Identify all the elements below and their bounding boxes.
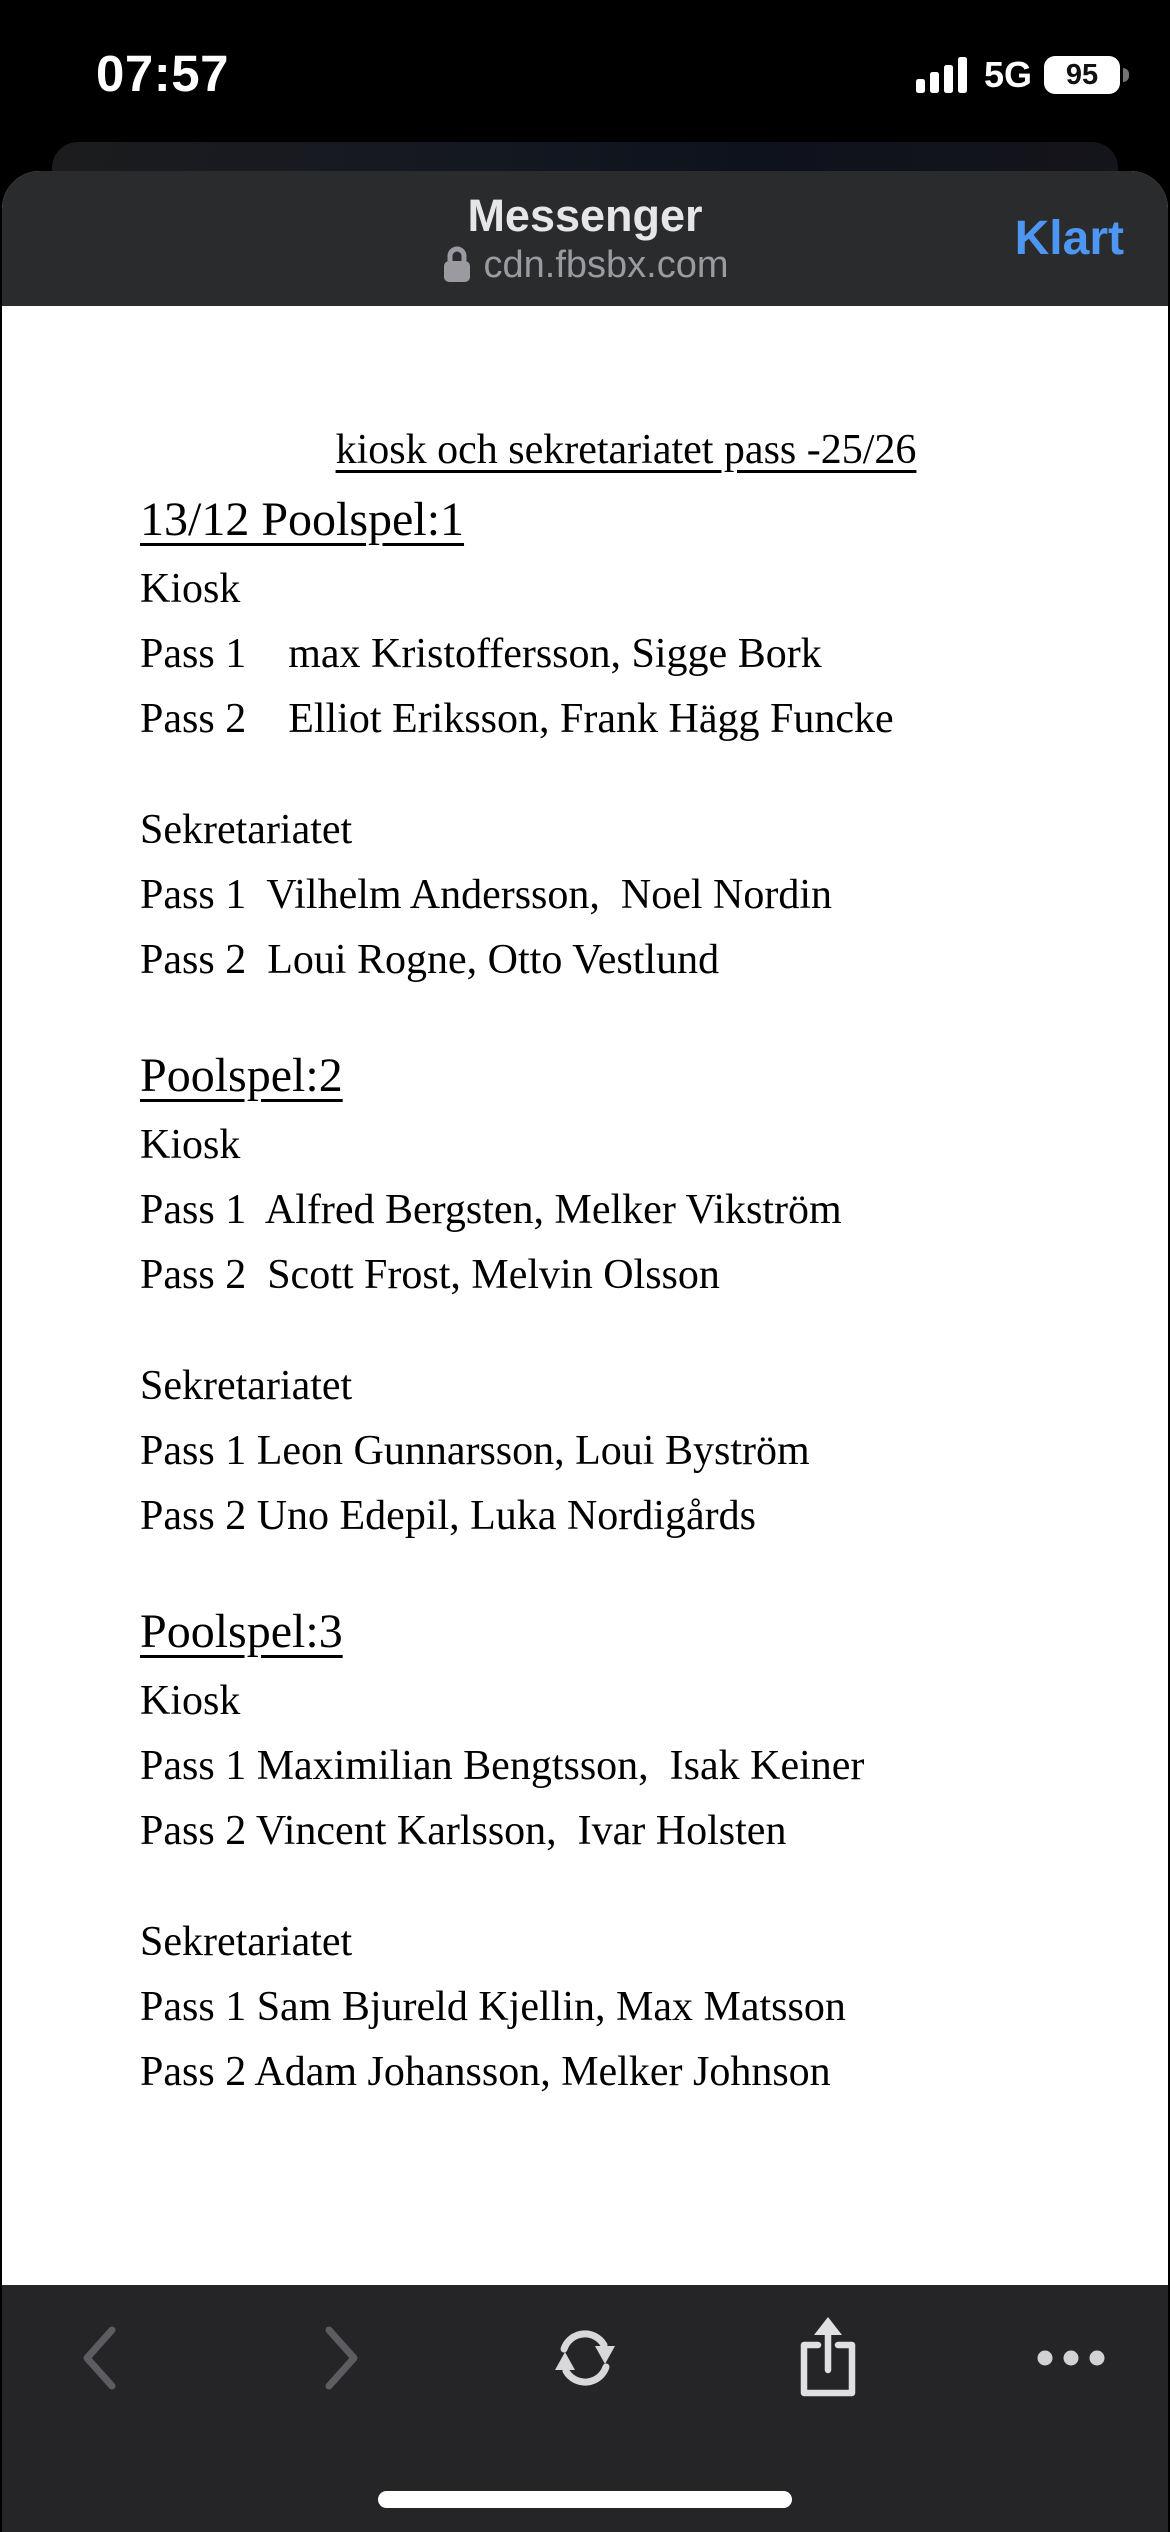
pass-row: Pass 2 Adam Johansson, Melker Johnson xyxy=(140,2049,831,2095)
done-button[interactable]: Klart xyxy=(1015,171,1124,306)
pass-row: Pass 1 Vilhelm Andersson, Noel Nordin xyxy=(140,872,833,918)
group-name: Kiosk xyxy=(140,1122,241,1168)
pass-row: Pass 1 Sam Bjureld Kjellin, Max Matsson xyxy=(140,1984,846,2030)
pass-row: Pass 1 max Kristoffersson, Sigge Bork xyxy=(140,631,822,677)
battery-percent: 95 xyxy=(1065,58,1099,91)
pass-row: Pass 2 Scott Frost, Melvin Olsson xyxy=(140,1252,720,1298)
document-title: kiosk och sekretariatet pass -25/26 xyxy=(335,427,917,473)
refresh-icon xyxy=(546,2319,624,2397)
group-name: Sekretariatet xyxy=(140,807,353,853)
status-time: 07:57 xyxy=(96,45,229,102)
battery-icon xyxy=(1044,56,1120,94)
battery-cap xyxy=(1123,68,1129,82)
share-icon xyxy=(796,2315,860,2401)
chevron-left-icon xyxy=(81,2325,117,2391)
document-content xyxy=(2,306,1168,2105)
group-name: Sekretariatet xyxy=(140,1919,353,1965)
section-heading: Poolspel:3 xyxy=(140,1605,343,1658)
back-button[interactable] xyxy=(64,2313,134,2403)
url-row xyxy=(442,243,729,287)
home-indicator[interactable] xyxy=(378,2491,792,2508)
browser-title: Messenger xyxy=(467,189,703,241)
browser-header xyxy=(2,171,1168,306)
status-icons xyxy=(916,54,1120,96)
url-label: cdn.fbsbx.com xyxy=(483,243,729,286)
pass-row: Pass 1 Maximilian Bengtsson, Isak Keiner xyxy=(140,1743,865,1789)
signal-bars-icon xyxy=(916,57,972,93)
forward-button[interactable] xyxy=(307,2313,377,2403)
pass-row: Pass 2 Elliot Eriksson, Frank Hägg Funcke xyxy=(140,696,894,742)
share-button[interactable] xyxy=(793,2313,863,2403)
network-type-label: 5G xyxy=(983,54,1032,95)
lock-icon xyxy=(442,245,472,285)
section-heading: 13/12 Poolspel:1 xyxy=(140,493,465,546)
group-name: Kiosk xyxy=(140,1678,241,1724)
chevron-right-icon xyxy=(324,2325,360,2391)
section-heading: Poolspel:2 xyxy=(140,1049,343,1102)
more-button[interactable] xyxy=(1036,2313,1106,2403)
pass-row: Pass 2 Loui Rogne, Otto Vestlund xyxy=(140,937,720,983)
refresh-button[interactable] xyxy=(550,2313,620,2403)
pass-row: Pass 2 Vincent Karlsson, Ivar Holsten xyxy=(140,1808,787,1854)
document-page xyxy=(2,306,1168,2285)
ellipsis-icon xyxy=(1036,2349,1106,2367)
in-app-browser-sheet xyxy=(2,171,1168,2532)
pass-row: Pass 2 Uno Edepil, Luka Nordigårds xyxy=(140,1493,756,1539)
pass-row: Pass 1 Leon Gunnarsson, Loui Byström xyxy=(140,1428,810,1474)
group-name: Sekretariatet xyxy=(140,1363,353,1409)
group-name: Kiosk xyxy=(140,566,241,612)
pass-row: Pass 1 Alfred Bergsten, Melker Vikström xyxy=(140,1187,842,1233)
